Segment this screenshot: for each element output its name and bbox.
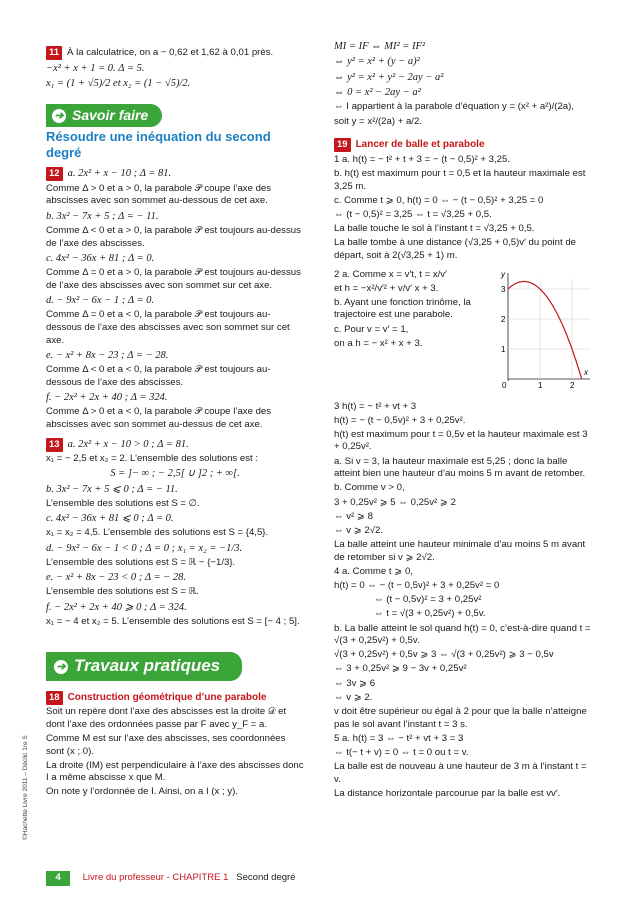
travaux-pratiques-banner xyxy=(46,652,242,680)
ex12-line-8: e. − x² + 8x − 23 ; Δ = − 28. xyxy=(46,349,169,361)
intro-line-3: ⇔ 0 = x² − 2ay − a² xyxy=(334,87,421,99)
banner-label: Savoir faire xyxy=(72,107,149,124)
savoir-faire-section xyxy=(46,92,304,161)
ex19-p1-0: 1 a. h(t) = − t² + t + 3 = − (t − 0,5)² + 3,25. xyxy=(334,153,510,165)
part2-block xyxy=(334,269,592,401)
ex19-p4-1: h(t) = 0 ⇔ − (t − 0,5v)² + 3 + 0,25v² = 0 xyxy=(334,580,500,592)
ex19-p1-3: ⇔ (t − 0,5)² = 3,25 ⇔ t = √3,25 + 0,5. xyxy=(334,208,492,220)
ex12-line-2: b. 3x² − 7x + 5 ; Δ = − 11. xyxy=(46,210,159,222)
ex19-p4-9: v doit être supérieur ou égal à 2 pour que la balle n’atteigne pas le sol avant l’instant t = 3 s. xyxy=(334,705,587,730)
ex19-p4-6: ⇔ 3 + 0,25v² ⩾ 9 − 3v + 0,25v² xyxy=(334,663,467,675)
left-column xyxy=(46,40,304,801)
ex12-line-10: f. − 2x² + 2x + 40 ; Δ = 324. xyxy=(46,391,168,403)
ex13-line-9: e. − x² + 8x − 23 < 0 ; Δ = − 28. xyxy=(46,572,186,584)
ex13-line-3: b. 3x² − 7x + 5 ⩽ 0 ; Δ = − 11. xyxy=(46,483,178,495)
ex19-p1-5: La balle tombe à une distance (√3,25 + 0,5)v′ du point de départ, soit à 2(√3,25 + 1) m. xyxy=(334,237,577,261)
y-tick-2: 2 xyxy=(501,314,506,324)
ex19-p3-2: h(t) est maximum pour t = 0,5v et la hauteur maximale est 3 + 0,25v². xyxy=(334,428,588,453)
ex13-line-7: d. − 9x² − 6x − 1 < 0 ; Δ = 0 ; x₁ = x₂ = −1/3. xyxy=(46,542,243,554)
ex19-p3-0: 3 h(t) = − t² + vt + 3 xyxy=(334,400,417,412)
ex12-line-4: c. 4x² − 36x + 81 ; Δ = 0. xyxy=(46,252,155,264)
ex18-line-1: Comme M est sur l’axe des abscisses, ses coordonnées sont (x ; 0). xyxy=(46,732,286,757)
ex19-p4-4: b. La balle atteint le sol quand h(t) = 0, c’est-à-dire quand t = √(3 + 0,25v²) + 0,5v. xyxy=(334,622,591,647)
arrow-right-icon: ➔ xyxy=(54,660,68,674)
intro-line-2: ⇔ y² = x² + y² − 2ay − a² xyxy=(334,71,444,83)
x-tick-0: 0 xyxy=(502,380,507,390)
ex19-p4-8: ⇔ v ⩾ 2. xyxy=(334,691,373,703)
intro-line-5: soit y = x²/(2a) + a/2. xyxy=(334,115,422,127)
ex11-line-0: À la calculatrice, on a − 0,62 et 1,62 à 0,01 près. xyxy=(67,47,274,58)
footer-text: Livre du professeur - CHAPITRE 1 xyxy=(82,872,229,883)
page-footer xyxy=(46,871,295,886)
exercise-number: 19 xyxy=(334,138,351,152)
ex19-p4-3: ⇔ t = √(3 + 0,25v²) + 0,5v. xyxy=(374,608,486,620)
ex12-line-6: d. − 9x² − 6x − 1 ; Δ = 0. xyxy=(46,294,155,306)
ex19-p2-3: c. Pour v = v′ = 1, xyxy=(334,323,409,335)
footer-chapter: Second degré xyxy=(236,872,296,883)
ex19-p4-7: ⇔ 3v ⩾ 6 xyxy=(334,677,376,689)
ex19-p3-7: ⇔ v ⩾ 2√2. xyxy=(334,524,384,536)
ex13-line-5: c. 4x² − 36x + 81 ⩽ 0 ; Δ = 0. xyxy=(46,513,174,525)
ex18-line-3: On note y l’ordonnée de I. Ainsi, on a I (x ; y). xyxy=(46,786,238,798)
ex13-line-11: f. − 2x² + 2x + 40 ⩾ 0 ; Δ = 324. xyxy=(46,601,187,613)
right-column xyxy=(334,40,592,802)
exercise-number: 13 xyxy=(46,438,63,452)
x-tick-1: 1 xyxy=(538,380,543,390)
ex12-line-3: Comme Δ < 0 et a > 0, la parabole 𝒫 est toujours au-dessus de l’axe des abscisses. xyxy=(46,224,301,249)
ex19-p1-2: c. Comme t ⩾ 0, h(t) = 0 ⇔ − (t − 0,5)² + 3,25 = 0 xyxy=(334,194,544,206)
section-title: Résoudre une inéquation du second degré xyxy=(46,128,271,160)
ex11-line-2: x₁ = (1 + √5)/2 et x₂ = (1 − √5)/2. xyxy=(46,77,191,89)
intro-line-4: ⇔ I appartient à la parabole d’équation y = (x² + a²)/(2a), xyxy=(334,101,574,113)
ex19-p3-5: 3 + 0,25v² ⩾ 5 ⇔ 0,25v² ⩾ 2 xyxy=(334,496,456,508)
ex13-line-4: L’ensemble des solutions est S = ∅. xyxy=(46,497,200,509)
exercise-number: 12 xyxy=(46,167,63,181)
ex13-line-0: a. 2x² + x − 10 > 0 ; Δ = 81. xyxy=(67,438,189,450)
ex18-continuation xyxy=(334,40,592,128)
ex12-line-1: Comme Δ > 0 et a > 0, la parabole 𝒫 coupe l’axe des abscisses avec son sommet au-dessous de cet axe. xyxy=(46,182,272,207)
exercise-12 xyxy=(46,167,304,431)
ex19-p3-6: ⇔ v² ⩾ 8 xyxy=(334,510,373,522)
ex12-line-9: Comme Δ < 0 et a < 0, la parabole 𝒫 est toujours au-dessous de l’axe des abscisses. xyxy=(46,364,271,388)
arrow-right-icon: ➔ xyxy=(52,109,66,123)
ex19-p3-4: b. Comme v > 0, xyxy=(334,482,405,494)
ex19-p2-4: on a h = − x² + x + 3. xyxy=(334,337,423,349)
ex13-line-10: L’ensemble des solutions est S = ℝ. xyxy=(46,586,199,598)
ex19-p2-1: et h = −x²/v′² + v/v′ x + 3. xyxy=(334,282,439,294)
ex12-line-11: Comme Δ > 0 et a < 0, la parabole 𝒫 coupe l’axe des abscisses avec son sommet au-dessus de cet axe. xyxy=(46,406,272,430)
ex13-line-1: x₁ = − 2,5 et x₂ = 2. L’ensemble des solutions est : xyxy=(46,453,259,465)
parabola-graph xyxy=(494,269,592,391)
ex19-p3-3: a. Si v = 3, la hauteur maximale est 5,25 ; donc la balle atteint bien une hauteur d’au moins 5 m avant de retomber. xyxy=(334,455,586,480)
intro-line-1: ⇔ y² = x² + (y − a)² xyxy=(334,56,420,68)
exercise-18 xyxy=(46,691,304,800)
exercise-number: 11 xyxy=(46,46,62,60)
y-tick-3: 3 xyxy=(501,284,506,294)
exercise-number: 18 xyxy=(46,691,63,705)
banner-label: Travaux pratiques xyxy=(74,656,221,676)
y-axis-label: y xyxy=(501,269,505,279)
ex19-p1-1: b. h(t) est maximum pour t = 0,5 et la hauteur maximale est 3,25 m. xyxy=(334,167,586,192)
ex13-line-2: S = ]− ∞ ; − 2,5[ ∪ ]2 ; + ∞[. xyxy=(110,468,240,480)
travaux-pratiques-section xyxy=(46,630,304,680)
ex11-line-1: −x² + x + 1 = 0. Δ = 5. xyxy=(46,62,145,74)
ex13-line-8: L’ensemble des solutions est S = ℝ − {−1/3}. xyxy=(46,556,236,568)
copyright-sidebar xyxy=(22,640,34,840)
ex12-line-0: a. 2x² + x − 10 ; Δ = 81. xyxy=(67,168,172,180)
exercise-title: Lancer de balle et parabole xyxy=(355,139,485,151)
ex19-p4-0: 4 a. Comme t ⩾ 0, xyxy=(334,565,413,577)
ex19-p4-2: ⇔ (t − 0,5v)² = 3 + 0,25v² xyxy=(374,594,482,606)
ex18-line-2: La droite (IM) est perpendiculaire à l’axe des abscisses donc I a même abscisse x que M. xyxy=(46,759,304,784)
savoir-faire-banner xyxy=(46,104,162,126)
exercise-title: Construction géométrique d’une parabole xyxy=(67,691,267,703)
ex18-line-0: Soit un repère dont l’axe des abscisses est la droite 𝒟 et dont l’axe des ordonnées passe par F avec y_F = a. xyxy=(46,706,287,730)
intro-line-0: MI = IF ⇔ MI² = IF² xyxy=(334,41,426,52)
ex19-p5-1: ⇔ t(− t + v) = 0 ⇔ t = 0 ou t = v. xyxy=(334,746,469,758)
exercise-19 xyxy=(334,138,592,800)
copyright-text: ©Hachette Livre 2011 – Déclic 1re S xyxy=(22,735,29,840)
ex19-p3-1: h(t) = − (t − 0,5v)² + 3 + 0,25v². xyxy=(334,414,466,426)
y-tick-1: 1 xyxy=(501,344,506,354)
ex19-p2-2: b. Ayant une fonction trinôme, la trajectoire est une parabole. xyxy=(334,296,471,321)
ex12-line-7: Comme Δ = 0 et a < 0, la parabole 𝒫 est toujours au-dessous de l’axe des abscisses avec son sommet sur cet axe. xyxy=(46,309,290,346)
ex19-p2-0: 2 a. Comme x = v′t, t = x/v′ xyxy=(334,268,447,280)
page-number: 4 xyxy=(46,871,70,886)
ex19-p4-5: √(3 + 0,25v²) + 0,5v ⩾ 3 ⇔ √(3 + 0,25v²) ⩾ 3 − 0,5v xyxy=(334,649,554,661)
ex19-p3-8: La balle atteint une hauteur minimale d’au moins 5 m avant de retomber si v ⩾ 2√2. xyxy=(334,539,586,563)
parabola-curve xyxy=(508,281,582,378)
ex12-line-5: Comme Δ = 0 et a > 0, la parabole 𝒫 est toujours au-dessus de l’axe des abscisses avec son sommet sur cet axe. xyxy=(46,267,301,291)
part2-text xyxy=(334,269,484,351)
ex19-p5-0: 5 a. h(t) = 3 ⇔ − t² + vt + 3 = 3 xyxy=(334,732,464,744)
ex13-line-12: x₁ = − 4 et x₂ = 5. L’ensemble des solutions est S = [− 4 ; 5]. xyxy=(46,615,300,627)
exercise-11 xyxy=(46,46,304,91)
x-axis-label: x xyxy=(584,367,588,377)
exercise-13 xyxy=(46,438,304,629)
ex13-line-6: x₁ = x₂ = 4,5. L’ensemble des solutions est S = {4,5}. xyxy=(46,527,269,539)
ex19-p5-3: La distance horizontale parcourue par la balle est vv′. xyxy=(334,787,561,799)
x-tick-2: 2 xyxy=(570,380,575,390)
ex19-p5-2: La balle est de nouveau à une hauteur de 3 m à l’instant t = v. xyxy=(334,761,587,785)
ex19-p1-4: La balle touche le sol à l’instant t = √3,25 + 0,5. xyxy=(334,223,535,235)
